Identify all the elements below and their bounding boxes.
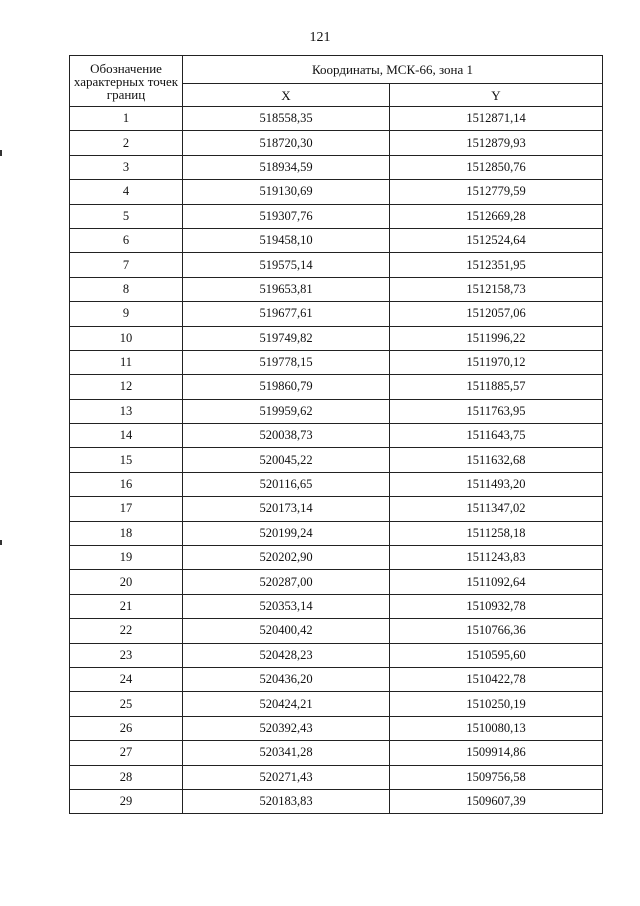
table-row [70, 789, 603, 813]
y-coordinate-cell: 1512158,73 [390, 277, 603, 301]
point-number-cell: 1 [70, 107, 183, 131]
y-coordinate-cell: 1509914,86 [390, 741, 603, 765]
y-coordinate-cell: 1511347,02 [390, 497, 603, 521]
y-coordinate-cell: 1511885,57 [390, 375, 603, 399]
point-number-cell: 28 [70, 765, 183, 789]
point-number-cell: 13 [70, 399, 183, 423]
table-row [70, 741, 603, 765]
x-coordinate-cell: 520400,42 [183, 619, 390, 643]
y-coordinate-cell: 1510932,78 [390, 594, 603, 618]
point-number-cell: 10 [70, 326, 183, 350]
table-row [70, 765, 603, 789]
table-row [70, 546, 603, 570]
coordinates-table [69, 55, 603, 814]
y-coordinate-cell: 1510595,60 [390, 643, 603, 667]
header-coordinates: Координаты, МСК-66, зона 1 [183, 56, 603, 84]
table-row [70, 277, 603, 301]
table-row [70, 326, 603, 350]
x-coordinate-cell: 519575,14 [183, 253, 390, 277]
table-body [70, 107, 603, 814]
x-coordinate-cell: 519860,79 [183, 375, 390, 399]
table-row [70, 131, 603, 155]
header-y: Y [390, 84, 603, 107]
point-number-cell: 2 [70, 131, 183, 155]
y-coordinate-cell: 1512850,76 [390, 155, 603, 179]
x-coordinate-cell: 520173,14 [183, 497, 390, 521]
y-coordinate-cell: 1511258,18 [390, 521, 603, 545]
point-number-cell: 22 [70, 619, 183, 643]
x-coordinate-cell: 520424,21 [183, 692, 390, 716]
scan-edge-mark [0, 540, 2, 545]
header-x: X [183, 84, 390, 107]
x-coordinate-cell: 519653,81 [183, 277, 390, 301]
table-row [70, 497, 603, 521]
point-number-cell: 5 [70, 204, 183, 228]
point-number-cell: 15 [70, 448, 183, 472]
y-coordinate-cell: 1509607,39 [390, 789, 603, 813]
x-coordinate-cell: 520038,73 [183, 424, 390, 448]
y-coordinate-cell: 1512871,14 [390, 107, 603, 131]
table-row [70, 594, 603, 618]
x-coordinate-cell: 520183,83 [183, 789, 390, 813]
table-row [70, 692, 603, 716]
table-row [70, 228, 603, 252]
point-number-cell: 27 [70, 741, 183, 765]
point-number-cell: 17 [70, 497, 183, 521]
point-number-cell: 7 [70, 253, 183, 277]
x-coordinate-cell: 520202,90 [183, 546, 390, 570]
table-row [70, 716, 603, 740]
point-number-cell: 19 [70, 546, 183, 570]
table-row [70, 643, 603, 667]
table-row [70, 350, 603, 374]
y-coordinate-cell: 1511092,64 [390, 570, 603, 594]
y-coordinate-cell: 1509756,58 [390, 765, 603, 789]
point-number-cell: 24 [70, 667, 183, 691]
y-coordinate-cell: 1511643,75 [390, 424, 603, 448]
y-coordinate-cell: 1512669,28 [390, 204, 603, 228]
table-row [70, 472, 603, 496]
y-coordinate-cell: 1510766,36 [390, 619, 603, 643]
x-coordinate-cell: 520287,00 [183, 570, 390, 594]
table-row [70, 448, 603, 472]
point-number-cell: 11 [70, 350, 183, 374]
table-row [70, 521, 603, 545]
x-coordinate-cell: 519458,10 [183, 228, 390, 252]
point-number-cell: 3 [70, 155, 183, 179]
x-coordinate-cell: 519130,69 [183, 180, 390, 204]
x-coordinate-cell: 519749,82 [183, 326, 390, 350]
x-coordinate-cell: 520045,22 [183, 448, 390, 472]
x-coordinate-cell: 520116,65 [183, 472, 390, 496]
point-number-cell: 21 [70, 594, 183, 618]
x-coordinate-cell: 519959,62 [183, 399, 390, 423]
y-coordinate-cell: 1512879,93 [390, 131, 603, 155]
y-coordinate-cell: 1510422,78 [390, 667, 603, 691]
x-coordinate-cell: 520199,24 [183, 521, 390, 545]
point-number-cell: 8 [70, 277, 183, 301]
y-coordinate-cell: 1512779,59 [390, 180, 603, 204]
point-number-cell: 6 [70, 228, 183, 252]
point-number-cell: 20 [70, 570, 183, 594]
x-coordinate-cell: 520392,43 [183, 716, 390, 740]
x-coordinate-cell: 520271,43 [183, 765, 390, 789]
y-coordinate-cell: 1511996,22 [390, 326, 603, 350]
table-row [70, 204, 603, 228]
table-row [70, 107, 603, 131]
table-row [70, 399, 603, 423]
y-coordinate-cell: 1512057,06 [390, 302, 603, 326]
table-row [70, 180, 603, 204]
page-number: 121 [309, 30, 331, 45]
x-coordinate-cell: 520353,14 [183, 594, 390, 618]
table-row [70, 667, 603, 691]
table-row [70, 375, 603, 399]
table-row [70, 570, 603, 594]
table-row [70, 253, 603, 277]
y-coordinate-cell: 1512351,95 [390, 253, 603, 277]
point-number-cell: 9 [70, 302, 183, 326]
x-coordinate-cell: 518934,59 [183, 155, 390, 179]
x-coordinate-cell: 518720,30 [183, 131, 390, 155]
y-coordinate-cell: 1510250,19 [390, 692, 603, 716]
point-number-cell: 14 [70, 424, 183, 448]
table-row [70, 619, 603, 643]
y-coordinate-cell: 1511970,12 [390, 350, 603, 374]
table-row [70, 302, 603, 326]
point-number-cell: 29 [70, 789, 183, 813]
table-row [70, 155, 603, 179]
y-coordinate-cell: 1511493,20 [390, 472, 603, 496]
x-coordinate-cell: 518558,35 [183, 107, 390, 131]
point-number-cell: 25 [70, 692, 183, 716]
x-coordinate-cell: 519778,15 [183, 350, 390, 374]
y-coordinate-cell: 1511763,95 [390, 399, 603, 423]
y-coordinate-cell: 1511243,83 [390, 546, 603, 570]
y-coordinate-cell: 1510080,13 [390, 716, 603, 740]
table-row [70, 424, 603, 448]
point-number-cell: 23 [70, 643, 183, 667]
point-number-cell: 18 [70, 521, 183, 545]
x-coordinate-cell: 520341,28 [183, 741, 390, 765]
x-coordinate-cell: 519677,61 [183, 302, 390, 326]
x-coordinate-cell: 520428,23 [183, 643, 390, 667]
y-coordinate-cell: 1512524,64 [390, 228, 603, 252]
point-number-cell: 12 [70, 375, 183, 399]
point-number-cell: 26 [70, 716, 183, 740]
x-coordinate-cell: 520436,20 [183, 667, 390, 691]
y-coordinate-cell: 1511632,68 [390, 448, 603, 472]
x-coordinate-cell: 519307,76 [183, 204, 390, 228]
point-number-cell: 4 [70, 180, 183, 204]
point-number-cell: 16 [70, 472, 183, 496]
scan-edge-mark [0, 150, 2, 156]
header-point-designation: Обозначение характерных точек границ [70, 56, 183, 107]
